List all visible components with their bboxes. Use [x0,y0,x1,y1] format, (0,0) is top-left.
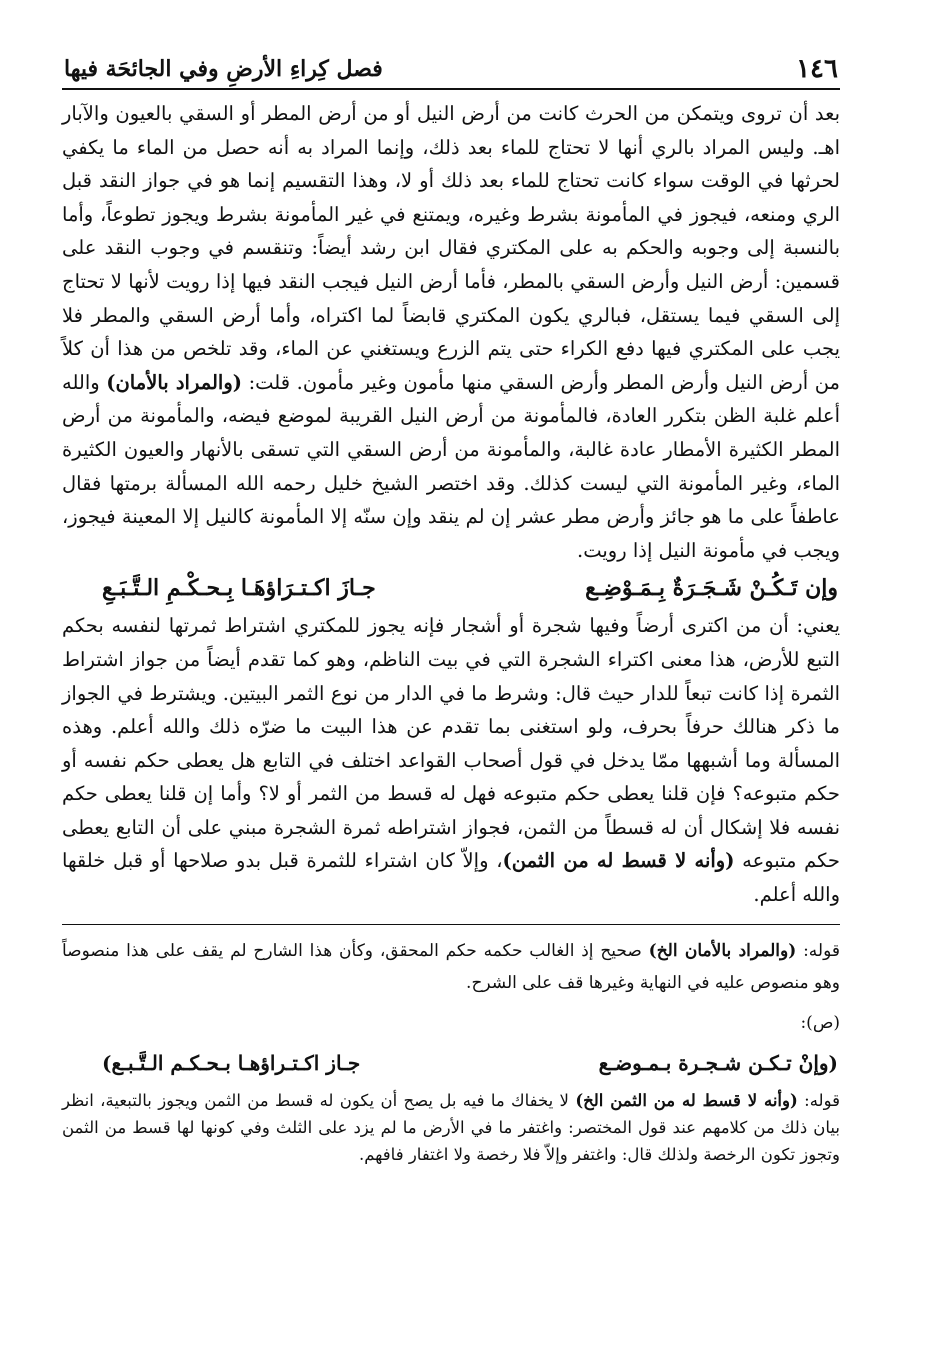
footnote-divider [62,924,840,925]
paragraph-2-end: ، وإلاّ كان اشتراء للثمرة قبل بدو صلاحها أو قبل خلقها والله أعلم. [62,849,840,907]
paragraph-2-bold: (وأنه لا قسط له من الثمن) [502,849,735,873]
paragraph-1 [62,97,840,567]
main-text [62,97,840,912]
verse-line [62,567,840,609]
verse-first-hemistich: وإن تَـكُـنْ شَـجَـرَةٌ بِـمَـوْضِـع [585,575,838,602]
footnote-2-text: لا يخفاك ما فيه بل يصح أن يكون له قسط من الثمن ويجوز بالتبعية، انظر بيان ذلك من كلامهم عند قول المختصر: واغتفر ما في الأرض ما لم يزد على الثلث وفي كونها لها قسط من الثمن وتجوز تكون الرخصة ولذلك قال: واغتفر وإلاّ فلا رخصة ولا اغتفار فافهم. [62,1090,840,1164]
footnote-1-text: صحيح إذ الغالب حكمه حكم المحقق، وكأن هذا الشارح لم يقف على هذا منصوصاً وهو منصوص عليه في النهاية وغيرها قف على الشرح. [62,940,840,993]
footnote-2 [62,1087,840,1168]
paragraph-1-text: بعد أن تروى ويتمكن من الحرث كانت من أرض النيل أو من أرض المطر أو السقي بالعيون والآبار اهـ. وليس المراد بالري أنها لا تحتاج للماء بعد ذلك، وإنما المراد به أنه حصل من الماء ما يكفي لحرثها في الوقت سواء كانت تحتاج للماء بعد ذلك أو لا، وهذا التقسيم إنما هو في جواز النقد قبل الري ومنعه، فيجوز في المأمونة بشرط وغيره، ويمتنع في غير المأمونة بشرط ويجوز تطوعاً، وأما بالنسبة إلى وجوبه والحكم به على المكتري فقال ابن رشد أيضاً: وتنقسم في وجوب النقد على قسمين: أرض النيل وأرض السقي بالمطر، فأما أرض النيل فيجب النقد فيها إذا رويت لأنها لا تحتاج إلى السقي فيما يستقل، فبالري يكون المكتري قابضاً لما اكتراه، وأما أرض السقي والمطر فلا يجب على المكتري فيها دفع الكراء حتى يتم الزرع ويستغني عن الماء، وقد تلخص من هذا أن كلاً من أرض النيل وأرض المطر وأرض السقي منها مأمون وغير مأمون. قلت: [62,102,840,394]
footnote-2-bold: (وأنه لا قسط له من الثمن الخ) [575,1090,798,1110]
chapter-title: فصل كِراءِ الأرضِ وفي الجائحَة فيها [64,56,383,82]
page-number: ١٤٦ [796,54,838,84]
footnote-1 [62,935,840,999]
paragraph-2 [62,609,840,911]
paragraph-1-bold: (والمراد بالأمان) [106,370,242,394]
verse-second-hemistich: جـازَ اكـتـرَاؤهَـا بِـحـكْـمِ الـتَّـبَـعِ [102,575,376,602]
paragraph-1-continuation: والله أعلم غلبة الظن بتكرر العادة، فالمأمونة من أرض النيل القريبة لموضع فيضه، والمأمونة من أرض المطر الكثيرة الأمطار عادة غالبة، والمأمونة من أرض السقي التي تسقى بالأنهار والعيون الكثيرة الماء، وغير المأمونة التي ليست كذلك. وقد اختصر الشيخ خليل رحمه الله المسألة برمتها فقال عاطفاً على ما هو جائز وأرض مطر عشر إن لم ينقد وإن سنّه إلا المأمونة كالنيل إلا المعينة فيجوز، ويجب في مأمونة النيل إذا رويت. [62,370,840,562]
footnote-2-prefix: قوله: [804,1090,840,1110]
footnote-verse-second: جـاز اكـتـراؤهـا بـحـكـم الـتَّـبـع) [102,1050,361,1075]
page [62,50,840,1168]
footnote-1-prefix: قوله: [803,940,841,961]
footnotes [62,935,840,1087]
footnote-verse-first: (وإنْ تـكـن شـجـرة بـمـوضـع [598,1050,838,1075]
page-header [62,50,840,90]
footnote-1-bold: (والمراد بالأمان الخ) [648,940,797,961]
footnote-verse-line [62,1039,840,1087]
text-label: (ص): [800,1012,840,1033]
paragraph-2-text: يعني: أن من اكترى أرضاً وفيها شجرة أو أشجار فإنه يجوز للمكتري اشتراط ثمرتها لنفسه بحكم التبع للأرض، هذا معنى اكتراء الشجرة التي في بيت الناظم، وهو كما تقدم أيضاً من جواز اشتراط الثمرة إذا كانت تبعاً للدار حيث قال: وشرط ما في الدار من نوع الثمر البيتين. ويشترط في الجواز ما ذكر هنالك حرفاً بحرف، ولو استغنى بما تقدم عن هذا البيت ما ضرّه ذلك والله أعلم. وهذه المسألة وما أشبهها ممّا يدخل في قول أصحاب القواعد اختلف في التابع هل يعطى حكم نفسه أو حكم متبوعه؟ فإن قلنا يعطى حكم متبوعه فهل له قسط من الثمر أو لا؟ وأما إن قلنا يعطى حكم نفسه فلا إشكال أن له قسطاً من الثمن، فجواز اشتراطه ثمرة الشجرة مبني على أن التابع يعطى حكم متبوعه [62,614,840,873]
